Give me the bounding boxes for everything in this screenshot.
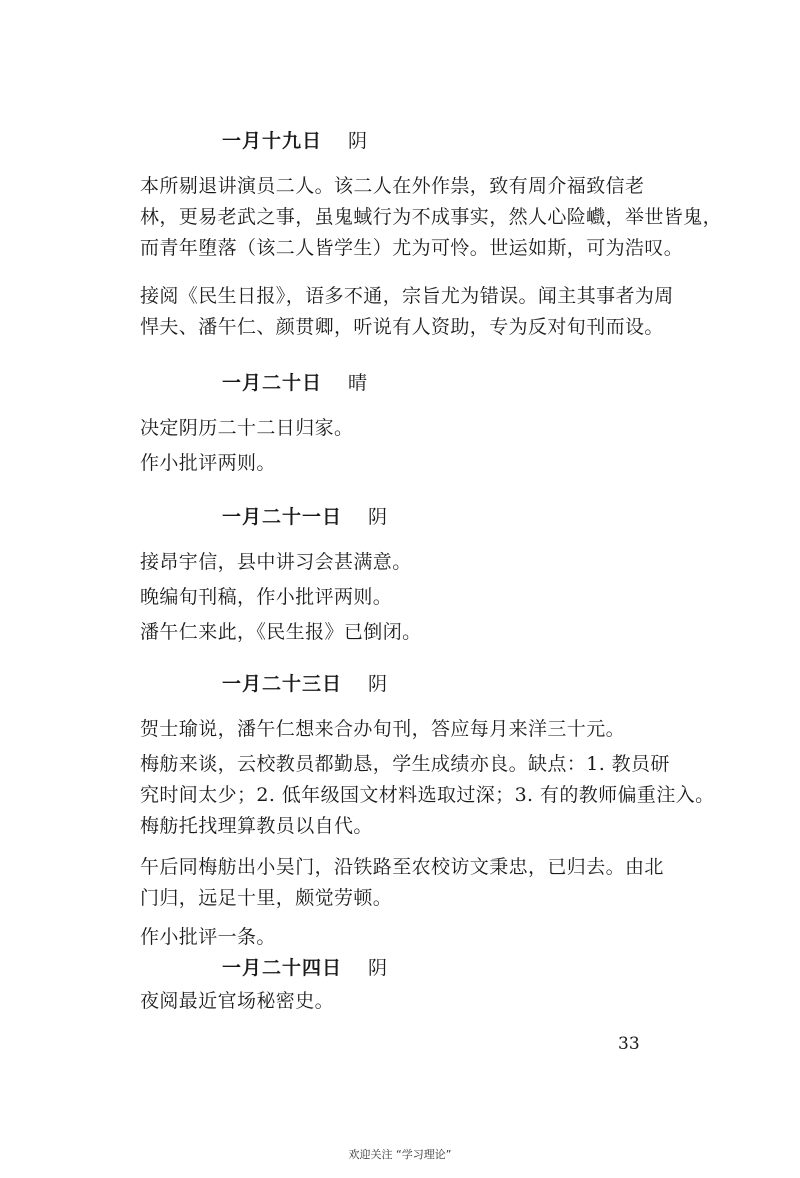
entry-heading: [222, 370, 368, 396]
paragraph-line: 晚编旬刊稿，作小批评两则。: [140, 586, 393, 608]
entry-weather: 阴: [368, 957, 389, 979]
entry-weather: 晴: [348, 372, 369, 394]
entry-weather: 阴: [348, 130, 369, 152]
entry-weather: 阴: [368, 673, 389, 695]
entry-heading: [222, 671, 388, 697]
paragraph-line: 而青年堕落（该二人皆学生）尤为可怜。世运如斯，可为浩叹。: [140, 237, 684, 259]
paragraph: [140, 281, 674, 343]
paragraph: [140, 171, 723, 264]
paragraph: [140, 582, 660, 613]
entry-date: 一月二十一日: [222, 506, 343, 528]
paragraph-line: 作小批评一条。: [140, 926, 276, 948]
paragraph: [140, 617, 660, 648]
paragraph-line: 梅舫托找理算教员以自代。: [140, 815, 373, 837]
paragraph-line: 作小批评两则。: [140, 452, 276, 474]
entry-date: 一月二十日: [222, 372, 323, 394]
entry-heading: [222, 504, 388, 530]
paragraph-line: 潘午仁来此，《民生报》已倒闭。: [140, 621, 422, 643]
paragraph-line: 门归，远足十里，颇觉劳顿。: [140, 887, 393, 909]
paragraph-line: 贺士瑜说，潘午仁想来合办旬刊，答应每月来洋三十元。: [140, 718, 626, 740]
entry-date: 一月二十三日: [222, 673, 343, 695]
paragraph-line: 夜阅最近官场秘密史。: [140, 990, 335, 1012]
entry-heading: [222, 128, 368, 154]
paragraph-line: 悍夫、潘午仁、颜贯卿，听说有人资助，专为反对旬刊而设。: [140, 316, 664, 338]
paragraph-line: 接昂宇信，县中讲习会甚满意。: [140, 551, 412, 573]
entry-weather: 阴: [368, 506, 389, 528]
paragraph-line: 究时间太少；2. 低年级国文材料选取过深；3. 有的教师偏重注入。: [140, 784, 715, 806]
paragraph: [140, 922, 660, 953]
footer-note: 欢迎关注 “学习理论”: [348, 1148, 452, 1161]
paragraph-line: 林，更易老武之事，虽鬼蜮行为不成事实，然人心险巇，举世皆鬼，: [140, 206, 723, 228]
entry-date: 一月十九日: [222, 130, 323, 152]
paragraph: [140, 852, 664, 914]
paragraph: [140, 986, 660, 1017]
paragraph: [140, 714, 660, 745]
paragraph: [140, 448, 660, 479]
paragraph-line: 本所剔退讲演员二人。该二人在外作祟，致有周介福致信老: [140, 175, 645, 197]
paragraph-line: 梅舫来谈，云校教员都勤恳，学生成绩亦良。缺点：1. 教员研: [140, 753, 670, 775]
paragraph: [140, 749, 715, 842]
entry-heading: [222, 955, 388, 981]
entry-date: 一月二十四日: [222, 957, 343, 979]
paragraph-line: 决定阴历二十二日归家。: [140, 417, 354, 439]
paragraph: [140, 413, 660, 444]
paragraph-line: 接阅《民生日报》，语多不通，宗旨尤为错误。闻主其事者为周: [140, 285, 674, 307]
page-number: 33: [618, 1034, 640, 1054]
paragraph-line: 午后同梅舫出小吴门，沿铁路至农校访文秉忠，已归去。由北: [140, 856, 664, 878]
paragraph: [140, 547, 660, 578]
